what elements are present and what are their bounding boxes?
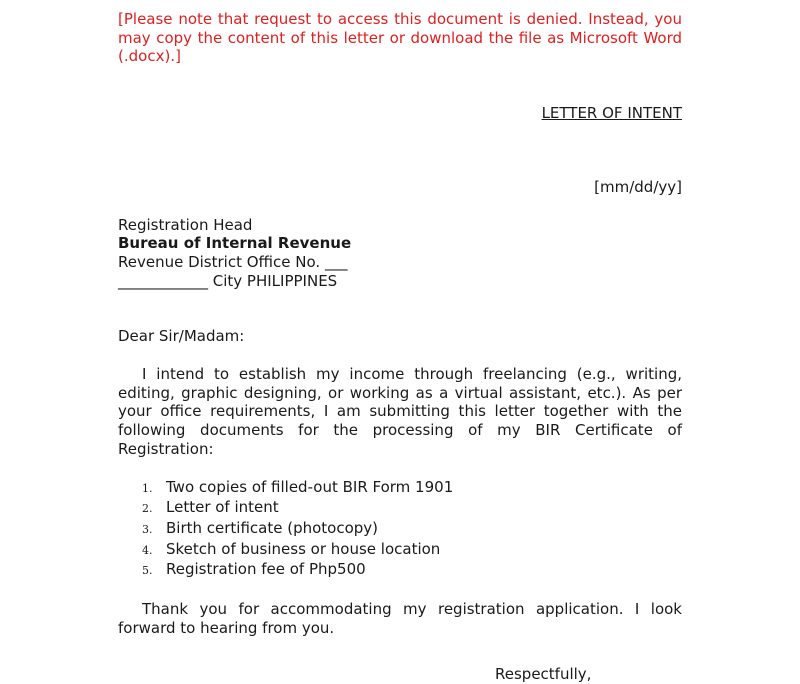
letter-body [118, 10, 682, 684]
list-item-text: Letter of intent [166, 498, 279, 517]
list-item [118, 498, 682, 519]
sign-off: Respectfully, [495, 665, 592, 684]
access-denied-notice: [Please note that request to access this document is denied. Instead, you may copy the content of this letter or download the file as Microsoft Word (.docx).] [118, 10, 682, 66]
closing-paragraph: Thank you for accommodating my registration application. I look forward to hearing from you. [118, 600, 682, 637]
documents-list [118, 478, 682, 582]
recipient-line-2: Bureau of Internal Revenue [118, 234, 352, 253]
list-item-number: 5. [142, 564, 153, 578]
letter-title: LETTER OF INTENT [541, 104, 682, 123]
list-item-text: Registration fee of Php500 [166, 560, 366, 579]
salutation: Dear Sir/Madam: [118, 327, 245, 346]
recipient-line-1: Registration Head [118, 215, 253, 234]
date-placeholder: [mm/dd/yy] [594, 177, 682, 196]
list-item [118, 560, 682, 581]
list-item-text: Birth certificate (photocopy) [166, 518, 379, 537]
list-item [118, 519, 682, 540]
list-item-number: 2. [142, 502, 153, 516]
list-item-text: Two copies of filled-out BIR Form 1901 [166, 477, 454, 496]
recipient-line-3: Revenue District Office No. ___ [118, 252, 348, 271]
body-paragraph: I intend to establish my income through freelancing (e.g., writing, editing, graphic designing, or working as a virtual assistant, etc.). As per your office requirements, I am submitting this letter together with the following documents for the processing of my BIR Certificate of Registration: [118, 365, 682, 458]
list-item-number: 4. [142, 543, 153, 557]
recipient-line-4: ____________ City PHILIPPINES [118, 271, 338, 290]
list-item-number: 1. [142, 481, 153, 495]
list-item [118, 540, 682, 561]
list-item-number: 3. [142, 522, 153, 536]
list-item [118, 478, 682, 499]
recipient-address [118, 216, 682, 291]
list-item-text: Sketch of business or house location [166, 539, 441, 558]
title-row [118, 104, 682, 123]
